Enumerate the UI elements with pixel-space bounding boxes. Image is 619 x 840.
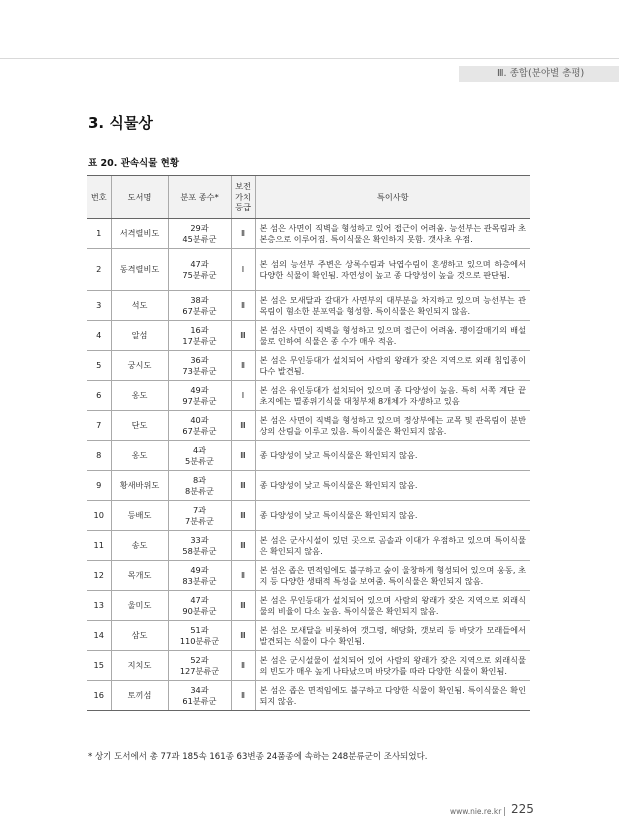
col-header-island: 도서명 xyxy=(111,176,168,219)
distribution-cell xyxy=(168,291,231,321)
island-name: 옹도 xyxy=(111,381,168,411)
taxa-count: 67분류군 xyxy=(182,305,217,316)
row-number: 14 xyxy=(87,621,111,651)
taxa-count: 75분류군 xyxy=(182,269,217,280)
page-number: 225 xyxy=(511,802,534,816)
island-name: 서격렬비도 xyxy=(111,219,168,249)
table-row xyxy=(87,381,530,411)
grade: Ⅱ xyxy=(231,681,255,711)
distribution-cell xyxy=(168,249,231,291)
distribution-cell xyxy=(168,561,231,591)
island-name: 송도 xyxy=(111,531,168,561)
family-count: 34과 xyxy=(190,684,209,695)
section-title: 3. 식물상 xyxy=(88,114,153,132)
taxa-count: 97분류군 xyxy=(182,395,217,406)
footer-divider xyxy=(504,807,505,816)
distribution-cell xyxy=(168,471,231,501)
note: 종 다양성이 낮고 특이식물은 확인되지 않음. xyxy=(255,471,530,501)
row-number: 6 xyxy=(87,381,111,411)
family-count: 36과 xyxy=(190,354,209,365)
island-name: 토끼섬 xyxy=(111,681,168,711)
family-count: 47과 xyxy=(190,594,209,605)
family-count: 40과 xyxy=(190,414,209,425)
note: 본 섬의 능선부 주변은 상록수림과 낙엽수림이 혼생하고 있으며 하층에서 다양한 식물이 확인됨. 자연성이 높고 종 다양성이 높을 것으로 판단됨. xyxy=(255,249,530,291)
row-number: 5 xyxy=(87,351,111,381)
table-footnote: * 상기 도서에서 총 77과 185속 161종 63변종 24품종에 속하는 248분류군이 조사되었다. xyxy=(88,752,428,762)
table-row xyxy=(87,681,530,711)
taxa-count: 90분류군 xyxy=(182,605,217,616)
note: 본 섬은 군시설물이 설치되어 있어 사람의 왕래가 잦은 지역으로 외래식물의 빈도가 매우 높게 나타났으며 바닷가를 따라 다양한 식물이 확인됨. xyxy=(255,651,530,681)
row-number: 4 xyxy=(87,321,111,351)
distribution-cell xyxy=(168,591,231,621)
vascular-plants-table xyxy=(87,175,530,711)
table-title: 표 20. 관속식물 현황 xyxy=(88,158,179,169)
table-row xyxy=(87,219,530,249)
table-row xyxy=(87,651,530,681)
row-number: 9 xyxy=(87,471,111,501)
note: 종 다양성이 낮고 특이식물은 확인되지 않음. xyxy=(255,441,530,471)
table-header-row xyxy=(87,176,530,219)
taxa-count: 110분류군 xyxy=(179,635,220,646)
island-name: 동격렬비도 xyxy=(111,249,168,291)
taxa-count: 7분류군 xyxy=(185,515,214,526)
grade: Ⅲ xyxy=(231,531,255,561)
family-count: 4과 xyxy=(192,444,207,455)
note: 본 섬은 사면이 직벽을 형성하고 있으며 정상부에는 교목 및 관목림이 분반상의 산림을 이루고 있음. 특이식물은 확인되지 않음. xyxy=(255,411,530,441)
taxa-count: 61분류군 xyxy=(182,695,217,706)
island-name: 지치도 xyxy=(111,651,168,681)
table-row xyxy=(87,249,530,291)
table-row xyxy=(87,591,530,621)
taxa-count: 73분류군 xyxy=(182,365,217,376)
note: 본 섬은 사면이 직벽을 형성하고 있으며 접근이 어려움. 괭이갈매기의 배설물로 인하여 식물은 종 수가 매우 적음. xyxy=(255,321,530,351)
family-count: 52과 xyxy=(190,654,209,665)
table-row xyxy=(87,321,530,351)
col-header-no: 번호 xyxy=(87,176,111,219)
distribution-cell xyxy=(168,351,231,381)
table-row xyxy=(87,411,530,441)
grade: Ⅱ xyxy=(231,651,255,681)
island-name: 단도 xyxy=(111,411,168,441)
row-number: 13 xyxy=(87,591,111,621)
note: 본 섬은 좁은 면적임에도 불구하고 숲이 울창하게 형성되어 있으며 웅동, 초지 등 다양한 생태적 특성을 보여줌. 특이식물은 확인되지 않음. xyxy=(255,561,530,591)
grade: Ⅲ xyxy=(231,471,255,501)
family-count: 49과 xyxy=(190,564,209,575)
family-count: 7과 xyxy=(192,504,207,515)
distribution-cell xyxy=(168,531,231,561)
family-count: 33과 xyxy=(190,534,209,545)
table-row xyxy=(87,351,530,381)
family-count: 8과 xyxy=(192,474,207,485)
grade: Ⅱ xyxy=(231,219,255,249)
row-number: 7 xyxy=(87,411,111,441)
note: 본 섬은 군사시설이 있던 곳으로 곰솔과 이대가 우점하고 있으며 특이식물은 확인되지 않음. xyxy=(255,531,530,561)
island-name: 석도 xyxy=(111,291,168,321)
distribution-cell xyxy=(168,681,231,711)
distribution-cell xyxy=(168,441,231,471)
family-count: 29과 xyxy=(190,222,209,233)
note: 본 섬은 모새달과 갈대가 사면부의 대부분을 차지하고 있으며 능선부는 관목림이 혐소한 분포역을 형성함. 특이식물은 확인되지 않음. xyxy=(255,291,530,321)
table-row xyxy=(87,531,530,561)
distribution-cell xyxy=(168,411,231,441)
distribution-cell xyxy=(168,621,231,651)
taxa-count: 5분류군 xyxy=(185,455,214,466)
header-rule xyxy=(0,58,619,59)
row-number: 10 xyxy=(87,501,111,531)
row-number: 15 xyxy=(87,651,111,681)
family-count: 38과 xyxy=(190,294,209,305)
grade: Ⅲ xyxy=(231,411,255,441)
note: 본 섬은 무인등대가 설치되어 있으며 사람의 왕래가 잦은 지역으로 외래식물의 비율이 다소 높음. 특이식물은 확인되지 않음. xyxy=(255,591,530,621)
grade: Ⅲ xyxy=(231,321,255,351)
table-row xyxy=(87,471,530,501)
grade: Ⅲ xyxy=(231,441,255,471)
note: 본 섬은 좁은 면적임에도 불구하고 다양한 식물이 확인됨. 특이식물은 확인되지 않음. xyxy=(255,681,530,711)
row-number: 2 xyxy=(87,249,111,291)
family-count: 51과 xyxy=(190,624,209,635)
row-number: 1 xyxy=(87,219,111,249)
table-row xyxy=(87,501,530,531)
island-name: 삼도 xyxy=(111,621,168,651)
grade: Ⅱ xyxy=(231,561,255,591)
grade: Ⅲ xyxy=(231,621,255,651)
family-count: 16과 xyxy=(190,324,209,335)
table-row xyxy=(87,561,530,591)
table-row xyxy=(87,441,530,471)
grade: Ⅲ xyxy=(231,591,255,621)
grade: Ⅰ xyxy=(231,381,255,411)
grade: Ⅱ xyxy=(231,351,255,381)
value-grade-line2: 가치 xyxy=(235,191,251,202)
row-number: 11 xyxy=(87,531,111,561)
note: 본 섬은 무인등대가 설치되어 사람의 왕래가 잦은 지역으로 외래 침입종이 다수 발견됨. xyxy=(255,351,530,381)
note: 본 섬은 모새달을 비롯하여 갯그령, 해당화, 갯보리 등 바닷가 모래들에서 발견되는 식물이 다수 확인됨. xyxy=(255,621,530,651)
col-header-value-grade xyxy=(231,176,255,219)
row-number: 8 xyxy=(87,441,111,471)
island-name: 옹도 xyxy=(111,441,168,471)
table-row xyxy=(87,621,530,651)
taxa-count: 8분류군 xyxy=(185,485,214,496)
grade: Ⅰ xyxy=(231,249,255,291)
footer-url: www.nie.re.kr xyxy=(450,807,502,816)
value-grade-line3: 등급 xyxy=(235,202,251,213)
taxa-count: 83분류군 xyxy=(182,575,217,586)
family-count: 47과 xyxy=(190,258,209,269)
distribution-cell xyxy=(168,381,231,411)
island-name: 황새바위도 xyxy=(111,471,168,501)
table-row xyxy=(87,291,530,321)
taxa-count: 67분류군 xyxy=(182,425,217,436)
family-count: 49과 xyxy=(190,384,209,395)
value-grade-line1: 보전 xyxy=(235,181,251,192)
island-name: 등배도 xyxy=(111,501,168,531)
taxa-count: 58분류군 xyxy=(182,545,217,556)
island-name: 알섬 xyxy=(111,321,168,351)
note: 본 섬은 유인등대가 설치되어 있으며 종 다양성이 높음. 특히 서쪽 계단 끝 초지에는 멸종위기식물 대청부채 8개체가 자생하고 있음 xyxy=(255,381,530,411)
grade: Ⅱ xyxy=(231,291,255,321)
col-header-notes: 특이사항 xyxy=(255,176,530,219)
row-number: 12 xyxy=(87,561,111,591)
chapter-header xyxy=(459,66,619,82)
note: 본 섬은 사면이 직벽을 형성하고 있어 접근이 어려움. 능선부는 관목림과 초본층으로 이루어짐. 특이식물은 확인하지 못함. 갯사초 우점. xyxy=(255,219,530,249)
island-name: 울미도 xyxy=(111,591,168,621)
chapter-title: Ⅲ. 종합(분야별 총평) xyxy=(497,68,585,79)
distribution-cell xyxy=(168,321,231,351)
taxa-count: 45분류군 xyxy=(182,233,217,244)
grade: Ⅲ xyxy=(231,501,255,531)
note: 종 다양성이 낮고 특이식물은 확인되지 않음. xyxy=(255,501,530,531)
taxa-count: 127분류군 xyxy=(179,665,220,676)
distribution-cell xyxy=(168,219,231,249)
island-name: 궁시도 xyxy=(111,351,168,381)
row-number: 3 xyxy=(87,291,111,321)
distribution-cell xyxy=(168,501,231,531)
row-number: 16 xyxy=(87,681,111,711)
island-name: 목개도 xyxy=(111,561,168,591)
taxa-count: 17분류군 xyxy=(182,335,217,346)
distribution-cell xyxy=(168,651,231,681)
col-header-distribution: 분포 종수* xyxy=(168,176,231,219)
